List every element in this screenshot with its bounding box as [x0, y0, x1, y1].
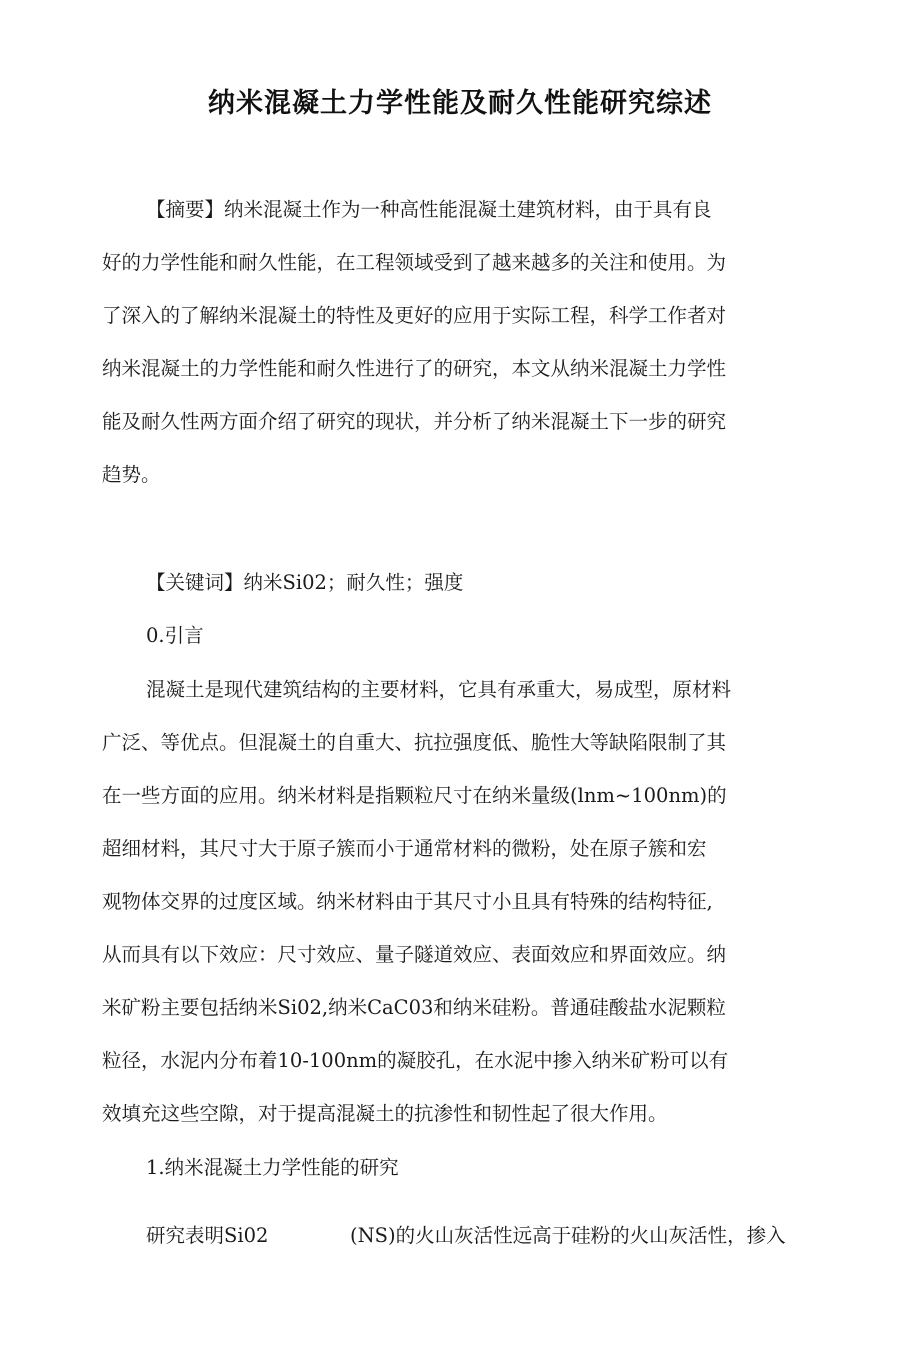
section-0-line-5: 观物体交界的过度区域。纳米材料由于其尺寸小且具有特殊的结构特征, — [102, 890, 713, 913]
section-1-heading: 1.纳米混凝土力学性能的研究 — [146, 1156, 399, 1179]
section-0-line-4: 超细材料，其尺寸大于原子簇而小于通常材料的微粉，处在原子簇和宏 — [102, 837, 707, 860]
section-0-line-3: 在一些方面的应用。纳米材料是指颗粒尺寸在纳米量级(lnm~100nm)的 — [102, 784, 727, 807]
section-0-line-8: 粒径，水泥内分布着10-100nm的凝胶孔，在水泥中掺入纳米矿粉可以有 — [102, 1049, 729, 1072]
abstract-line-4: 纳米混凝土的力学性能和耐久性进行了的研究，本文从纳米混凝土力学性 — [102, 357, 727, 380]
abstract-line-6: 趋势。 — [102, 463, 161, 486]
abstract-line-5: 能及耐久性两方面介绍了研究的现状，并分析了纳米混凝土下一步的研究 — [102, 410, 727, 433]
document-title: 纳米混凝土力学性能及耐久性能研究综述 — [208, 88, 712, 119]
keywords-line: 【关键词】纳米Si02；耐久性；强度 — [146, 571, 464, 594]
abstract-line-2: 好的力学性能和耐久性能，在工程领域受到了越来越多的关注和使用。为 — [102, 251, 727, 274]
section-0-line-6: 从而具有以下效应：尺寸效应、量子隧道效应、表面效应和界面效应。纳 — [102, 943, 727, 966]
section-0-heading: 0.引言 — [146, 624, 204, 647]
abstract-line-3: 了深入的了解纳米混凝土的特性及更好的应用于实际工程，科学工作者对 — [102, 304, 727, 327]
section-0-line-7: 米矿粉主要包括纳米Si02,纳米CaC03和纳米硅粉。普通硅酸盐水泥颗粒 — [102, 996, 726, 1019]
section-0-line-1: 混凝土是现代建筑结构的主要材料，它具有承重大，易成型，原材料 — [146, 678, 732, 701]
section-0-line-9: 效填充这些空隙，对于提高混凝土的抗渗性和韧性起了很大作用。 — [102, 1102, 668, 1125]
section-1-line-1-right: (NS)的火山灰活性远高于硅粉的火山灰活性，掺入 — [350, 1224, 786, 1247]
section-1-line-1-left: 研究表明Si02 — [146, 1224, 269, 1247]
abstract-line-1: 【摘要】纳米混凝土作为一种高性能混凝土建筑材料，由于具有良 — [146, 198, 712, 221]
section-0-line-2: 广泛、等优点。但混凝土的自重大、抗拉强度低、脆性大等缺陷限制了其 — [102, 731, 727, 754]
